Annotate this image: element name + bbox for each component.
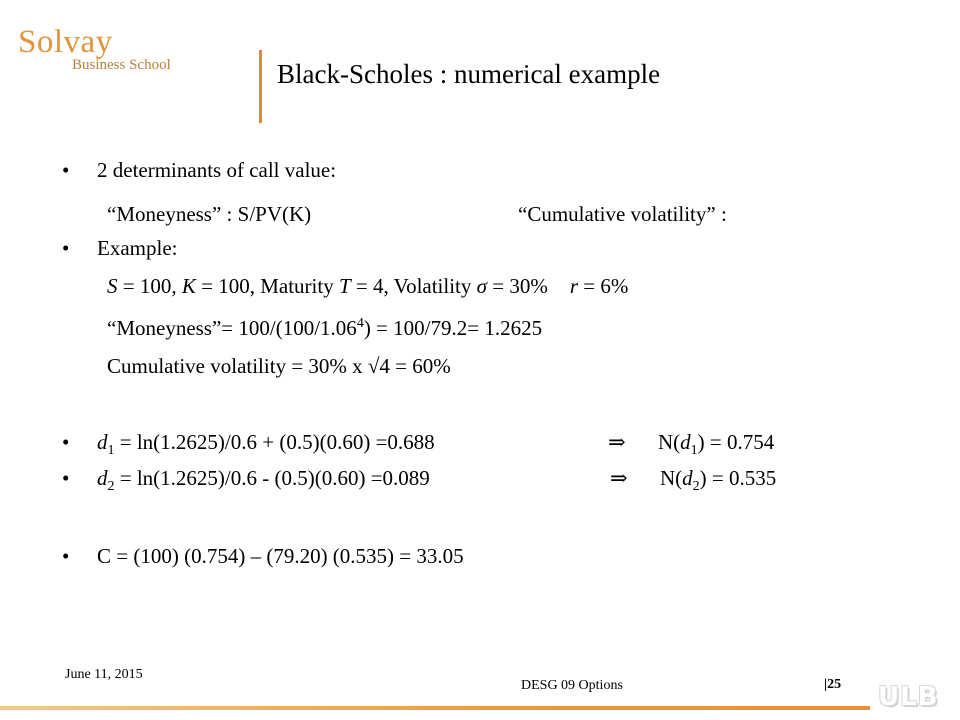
cumulative-volatility-calculation: Cumulative volatility = 30% x √4 = 60% (107, 354, 451, 378)
implies-arrow: ⇒ (610, 466, 628, 490)
bullet-dot: • (62, 430, 70, 454)
moneyness-label: “Moneyness” : S/PV(K) (107, 202, 312, 226)
footer-course: DESG 09 Options (521, 678, 623, 693)
bullet-dot: • (62, 236, 70, 260)
call-value-formula: C = (100) (0.754) – (79.20) (0.535) = 33.05 (97, 544, 464, 568)
cumulative-volatility-label: “Cumulative volatility” : (518, 202, 727, 226)
bullet-dot: • (62, 158, 70, 182)
moneyness-calculation: “Moneyness”= $100/(100/1.06^4) = 100/79.2= 1.2625$ (107, 316, 543, 340)
page-number: |25 (824, 677, 842, 692)
footer-date: June 11, 2015 (65, 667, 143, 682)
slide-title: Black-Scholes : numerical example (277, 59, 661, 89)
logo-sub-text: Business School (72, 57, 171, 73)
implies-arrow: ⇒ (608, 430, 626, 454)
bullet-example: Example: (97, 236, 178, 260)
n-d2-value: $N(d_2) = 0.535$ (660, 466, 777, 495)
ulb-logo: ULB (878, 682, 939, 712)
logo-main-text: Solvay (18, 24, 113, 60)
bullet-dot: • (62, 466, 70, 490)
footer-accent-line (0, 706, 870, 710)
d1-formula: $d_1 = \ln(1.2625)/0.6 + (0.5)(0.60) =0.688$ (97, 430, 435, 459)
n-d1-value: $N(d_1) = 0.754$ (658, 430, 775, 459)
bullet-determinants: 2 determinants of call value: (97, 158, 337, 182)
d2-formula: $d_2 = \ln(1.2625)/0.6 - (0.5)(0.60) =0.089$ (97, 466, 430, 495)
title-accent-bar (259, 50, 262, 123)
bullet-dot: • (62, 544, 70, 568)
example-parameters: S = 100, K = 100, Maturity T = 4, Volatility σ = 30% r = 6% (107, 274, 629, 298)
